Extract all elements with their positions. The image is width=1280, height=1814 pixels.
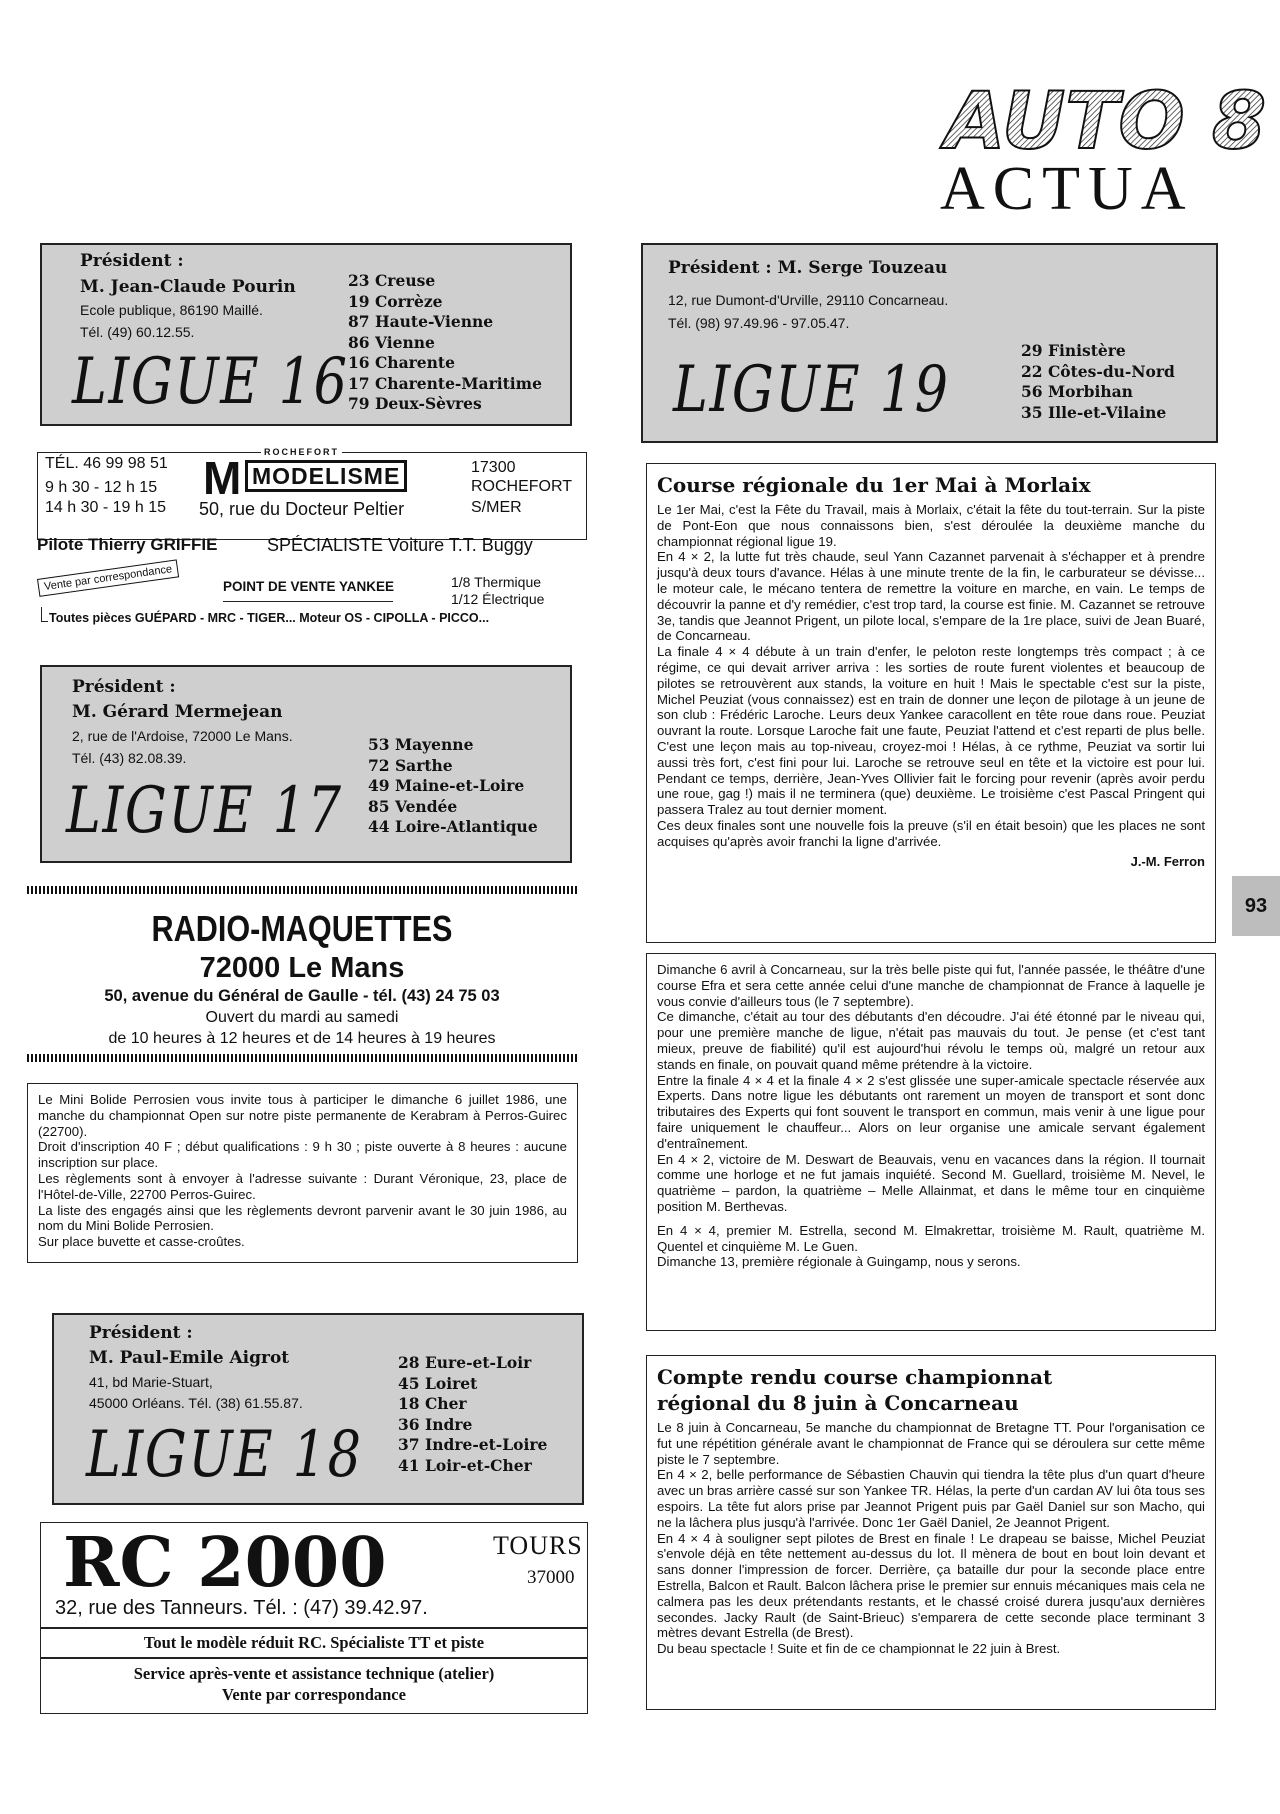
article-paragraph: En 4 × 2, victoire de M. Deswart de Beauvais, venu en vacances dans la région. Il tournait comme une horloge et ne fut jamais inquiété. Second M. Guellard, troisième M. Nevel, le quatrième – pardon, la quatrième – Melle Allainmat, et dans le même tour en cinquième position M. Berthevas.: [657, 1151, 1205, 1214]
article-signature: J.-M. Ferron: [1130, 853, 1205, 869]
article-concarneau-juin-title: Compte rendu course championnat régional du 8 juin à Concarneau: [657, 1365, 1053, 1415]
rc2000-address: 32, rue des Tanneurs. Tél. : (47) 39.42.97.: [55, 1597, 428, 1619]
article-paragraph: Dimanche 6 avril à Concarneau, sur la très belle piste qui fut, l'année passée, le théâtre d'une course Efra et sera cette année celui d'une manche de championnat de France à laquelle je vous convie d'ailleurs tous (le 7 septembre).: [657, 962, 1205, 1009]
dept-item: 17 Charente-Maritime: [348, 373, 542, 393]
modelisme-thermique: 1/8 Thermique: [451, 574, 542, 590]
modelisme-pilot: Pilote Thierry GRIFFIE: [37, 535, 218, 554]
article-paragraph: En 4 × 2, belle performance de Sébastien Chauvin qui tiendra la tête plus d'un quart d'heure avec un bras arrière cassé sur son Yankee TR. Hélas, la perte d'un cardan AV lui ôta tous ses espoirs. La tête fut alors prise par Jeannot Prigent puis par Gaël Daniel sur son Macho, qui ne la lâchera plus jusqu'à l'arrivée. Donc 1er Gaël Daniel, 2e Jeannot Prigent.: [657, 1467, 1205, 1530]
ligue19-phone: Tél. (98) 97.49.96 - 97.05.47.: [668, 315, 850, 331]
ligue17-president: M. Gérard Mermejean: [72, 702, 283, 722]
dept-item: 79 Deux-Sèvres: [348, 394, 482, 413]
bolide-line: Les règlements sont à envoyer à l'adresse suivante : Durant Véronique, 23, place de l'Hôtel-de-Ville, 22700 Perros-Guirec.: [38, 1170, 567, 1202]
modelisme-logo-m: M: [203, 452, 242, 504]
ligue16-box: [40, 243, 572, 426]
radio-open-hours: de 10 heures à 12 heures et de 14 heures à 19 heures: [108, 1030, 496, 1047]
dept-item: 44 Loire-Atlantique: [368, 817, 538, 836]
ligue17-departments: [368, 735, 538, 838]
dept-item: 86 Vienne: [348, 332, 435, 352]
ligue19-president-name: M. Serge Touzeau: [777, 258, 948, 278]
ligue17-box: [40, 665, 572, 863]
ligue16-address: Ecole publique, 86190 Maillé.: [80, 302, 263, 318]
modelisme-yankee: POINT DE VENTE YANKEE: [223, 579, 395, 594]
dept-item: 28 Eure-et-Loir: [398, 1353, 532, 1372]
modelisme-city: ROCHEFORT: [471, 478, 573, 495]
article-paragraph: Le 8 juin à Concarneau, 5e manche du championnat de Bretagne TT. Pour l'organisation ce fut une répétition générale avant le championnat de France qui se déroulera sur cette même piste le 7 septembre.: [657, 1420, 1205, 1467]
modelisme-parts: Toutes pièces GUÉPARD - MRC - TIGER... Moteur OS - CIPOLLA - PICCO...: [49, 611, 490, 625]
ligue17-address: 2, rue de l'Ardoise, 72000 Le Mans.: [72, 728, 293, 744]
dept-item: 49 Maine-et-Loire: [368, 776, 525, 795]
dept-item: 87 Haute-Vienne: [348, 312, 494, 331]
article-concarneau-avril: [646, 953, 1216, 1331]
dept-item: 19 Corrèze: [348, 291, 443, 311]
ligue19-departments: [1021, 341, 1175, 423]
auto8-logo-text: AUTO 8: [945, 77, 1267, 167]
ligue19-title: LIGUE 19: [673, 353, 950, 427]
article-paragraph: Ce dimanche, c'était au tour des débutants d'en découdre. J'ai été étonné par le niveau qui, pour une première manche de ligue, n'était pas mauvais du tout. Je pense (et c'est tant mieux, preuve de fiabilité) qu'il est aujourd'hui révolu le temps où, malgré un retour aux stands en finale, on pouvait quand même prétendre à la victoire.: [657, 1009, 1205, 1072]
modelisme-city-suffix: S/MER: [471, 499, 522, 516]
dept-item: 29 Finistère: [1021, 341, 1126, 360]
ligue16-president: M. Jean-Claude Pourin: [80, 277, 296, 297]
ligue17-phone: Tél. (43) 82.08.39.: [72, 750, 187, 766]
modelisme-electrique: 1/12 Électrique: [451, 591, 545, 607]
rc2000-ad: [40, 1522, 588, 1714]
ligue19-pres-label: Président :: [668, 258, 772, 278]
ligue18-departments: [398, 1353, 547, 1476]
modelisme-correspondance-badge: Vente par correspondance: [37, 559, 179, 596]
dept-item: 18 Cher: [398, 1394, 467, 1413]
ligue16-title: LIGUE 16: [72, 345, 349, 419]
ligue18-box: [52, 1313, 584, 1505]
ligue16-departments: [348, 271, 542, 415]
dept-item: 53 Mayenne: [368, 735, 474, 754]
ligue16-pres-label: Président :: [80, 251, 184, 271]
ligue17-pres-label: Président :: [72, 677, 176, 697]
bolide-line: Le Mini Bolide Perrosien vous invite tous à participer le dimanche 6 juillet 1986, une manche du championnat Open sur notre piste permanente de Kerabram à Perros-Guirec (22700).: [38, 1092, 567, 1139]
modelisme-ad: [35, 447, 590, 632]
rc2000-zip: 37000: [527, 1567, 575, 1588]
mini-bolide-notice: [27, 1083, 578, 1263]
bolide-line: Droit d'inscription 40 F ; début qualifications : 9 h 30 ; piste ouverte à 8 heures : aucune inscription sur place.: [38, 1139, 567, 1171]
article-paragraph: Le 1er Mai, c'est la Fête du Travail, mais à Morlaix, c'était la fête du tout-terrain. Sur la piste de Pont-Eon que nous connaissons bien, s'est déroulée la deuxième manche du championnat régional ligue 19.: [657, 502, 1205, 549]
article-paragraph: En 4 × 4, premier M. Estrella, second M. Elmakrettar, troisième M. Rault, quatrième M. Quentel et cinquième M. Le Guen.: [657, 1222, 1205, 1254]
rc2000-city: TOURS: [493, 1531, 583, 1560]
dept-item: 35 Ille-et-Vilaine: [1021, 402, 1167, 422]
article-paragraph: Du beau spectacle ! Suite et fin de ce championnat le 22 juin à Brest.: [657, 1641, 1061, 1657]
rc2000-line2: Service après-vente et assistance technique (atelier): [133, 1664, 495, 1683]
article-paragraph: Ces deux finales sont une nouvelle fois la preuve (s'il en était besoin) que les places ne sont acquises qu'après avoir franchi la ligne d'arrivée.: [657, 817, 1205, 849]
rc2000-line1: Tout le modèle réduit RC. Spécialiste TT et piste: [143, 1633, 485, 1652]
bolide-line: La liste des engagés ainsi que les règlements devront parvenir avant le 30 juin 1986, au nom du Mini Bolide Perrosien.: [38, 1202, 567, 1234]
dept-item: 41 Loir-et-Cher: [398, 1455, 532, 1475]
article-paragraph: En 4 × 2, la lutte fut très chaude, seul Yann Cazannet parvenait à s'échapper et à prendre jusqu'à deux tours d'avance. Hélas à une minute trente de la fin, le carburateur se dévisse... le moteur cale, le mécano tentera de remettre la voiture en marche, en vain. Le temps de découvrir la panne et d'y remédier, c'est trop tard, la course est finie. M. Cazannet se retrouve 3e, tandis que Jeannot Prigent, un pilote local, s'empare de la 1re place, suivi de Jean Buaré, de Concarneau.: [657, 549, 1205, 644]
rc2000-line3: Vente par correspondance: [222, 1685, 406, 1704]
ligue18-title: LIGUE 18: [86, 1418, 363, 1492]
dept-item: 56 Morbihan: [1021, 382, 1133, 401]
article-concarneau-juin: [646, 1355, 1216, 1710]
modelisme-street: 50, rue du Docteur Peltier: [199, 499, 405, 519]
ligue18-president: M. Paul-Emile Aigrot: [89, 1348, 290, 1368]
article-paragraph: La finale 4 × 4 débute à un train d'enfer, le peloton reste longtemps très compact ; à ce régime, ce qui devait arriver arriva : les sorties de route furent violentes et beaucoup de pilotes se retrouvèrent aux stands, la voiture en huit ! Mais le spectable c'est sur la piste, Michel Peuziat (vous connaissez) est en train de donner une leçon de pilotage à un jeune de son club : Frédéric Laroche. Leurs deux Yankee caracollent en tête roue dans roue. Peuziat ouvrant la route. Lorsque Laroche fait une faute, Peuziat l'attend et c'est reparti de plus belle. C'est une leçon mais au top-niveau, croyez-moi ! Hélas, à ce rythme, Peuziat va sortir lui aussi très fort, c'est fini pour lui. Laroche se retrouve seul en tête et la victoire est pour lui. Pendant ce temps, derrière, Jean-Yves Ollivier fait le forcing pour revenir (après avoir perdu une roue, gag !) mais il ne terminera (que) deuxième. Le troisième c'est Pascal Pringent qui passera Tralez au tout dernier moment.: [657, 644, 1205, 818]
ligue19-president: [668, 257, 947, 279]
dept-item: 16 Charente: [348, 353, 455, 372]
dept-item: 37 Indre-et-Loire: [398, 1435, 548, 1454]
modelisme-brand-small: ROCHEFORT: [261, 447, 342, 457]
modelisme-hours-morning: 9 h 30 - 12 h 15: [45, 479, 158, 496]
radio-title: RADIO-MAQUETTES: [151, 908, 453, 949]
radio-open-days: Ouvert du mardi au samedi: [205, 1009, 399, 1026]
page-number: 93: [1232, 876, 1280, 936]
article-paragraph: Entre la finale 4 × 4 et la finale 4 × 2 s'est glissée une super-amicale spectacle réservée aux Experts. Dans notre ligue les débutants ont rarement un moyen de transport et sont donc tributaires des Experts qui font souvent le transport en commun, mais venir à une ligue pour faire uniquement le chauffeur... Alors on leur organise une amicale servant également d'entraînement.: [657, 1072, 1205, 1151]
dept-item: 45 Loiret: [398, 1373, 478, 1393]
radio-address: 50, avenue du Général de Gaulle - tél. (43) 24 75 03: [104, 987, 500, 1005]
modelisme-hours-afternoon: 14 h 30 - 19 h 15: [45, 499, 166, 516]
article-paragraph: En 4 × 4 à souligner sept pilotes de Brest en finale ! Le drapeau se baisse, Michel Peuziat s'envole déjà en tête nettement au-dessus du lot. Il mènera de bout en bout loin devant et sans donner l'impression de forcer. Derrière, ça bataille dur pour la seconde place entre Estrella, Balcon et Rault. Balcon lâchera prise le premier sur ennuis mécaniques mais cela ne calmera pas les deux prétendants restants, et le chassé croisé durera jusqu'aux dernières secondes. Jacky Rault (de Saint-Brieuc) s'emparera de cette seconde place terminant 3 mètres devant Estrella (de Brest).: [657, 1530, 1205, 1641]
article-paragraph: Dimanche 13, première régionale à Guingamp, nous y serons.: [657, 1254, 1021, 1270]
ligue18-pres-label: Président :: [89, 1323, 193, 1343]
article-morlaix: [646, 463, 1216, 943]
modelisme-phone: TÉL. 46 99 98 51: [45, 455, 168, 472]
article-morlaix-title: Course régionale du 1er Mai à Morlaix: [657, 473, 1091, 497]
dept-item: 22 Côtes-du-Nord: [1021, 361, 1175, 381]
radio-city: 72000 Le Mans: [199, 952, 405, 984]
modelisme-brand: MODELISME: [245, 460, 407, 492]
dept-item: 72 Sarthe: [368, 755, 453, 775]
auto8-logo: [945, 77, 1267, 167]
ligue18-address: 41, bd Marie-Stuart,: [89, 1374, 213, 1390]
dept-item: 85 Vendée: [368, 796, 458, 816]
ligue18-address-city: 45000 Orléans. Tél. (38) 61.55.87.: [89, 1395, 303, 1411]
dept-item: 23 Creuse: [348, 271, 436, 290]
rc2000-brand: RC 2000: [63, 1523, 387, 1603]
ligue17-title: LIGUE 17: [66, 774, 343, 848]
bolide-line: Sur place buvette et casse-croûtes.: [38, 1234, 245, 1250]
section-title: ACTUA: [940, 155, 1194, 223]
ligue19-address: 12, rue Dumont-d'Urville, 29110 Concarneau.: [668, 292, 949, 308]
modelisme-zip: 17300: [471, 459, 516, 476]
ligue16-phone: Tél. (49) 60.12.55.: [80, 324, 195, 340]
radio-maquettes-ad: [27, 886, 577, 1066]
modelisme-specialist: SPÉCIALISTE Voiture T.T. Buggy: [267, 535, 533, 555]
dept-item: 36 Indre: [398, 1414, 473, 1434]
ligue19-box: [641, 243, 1218, 443]
